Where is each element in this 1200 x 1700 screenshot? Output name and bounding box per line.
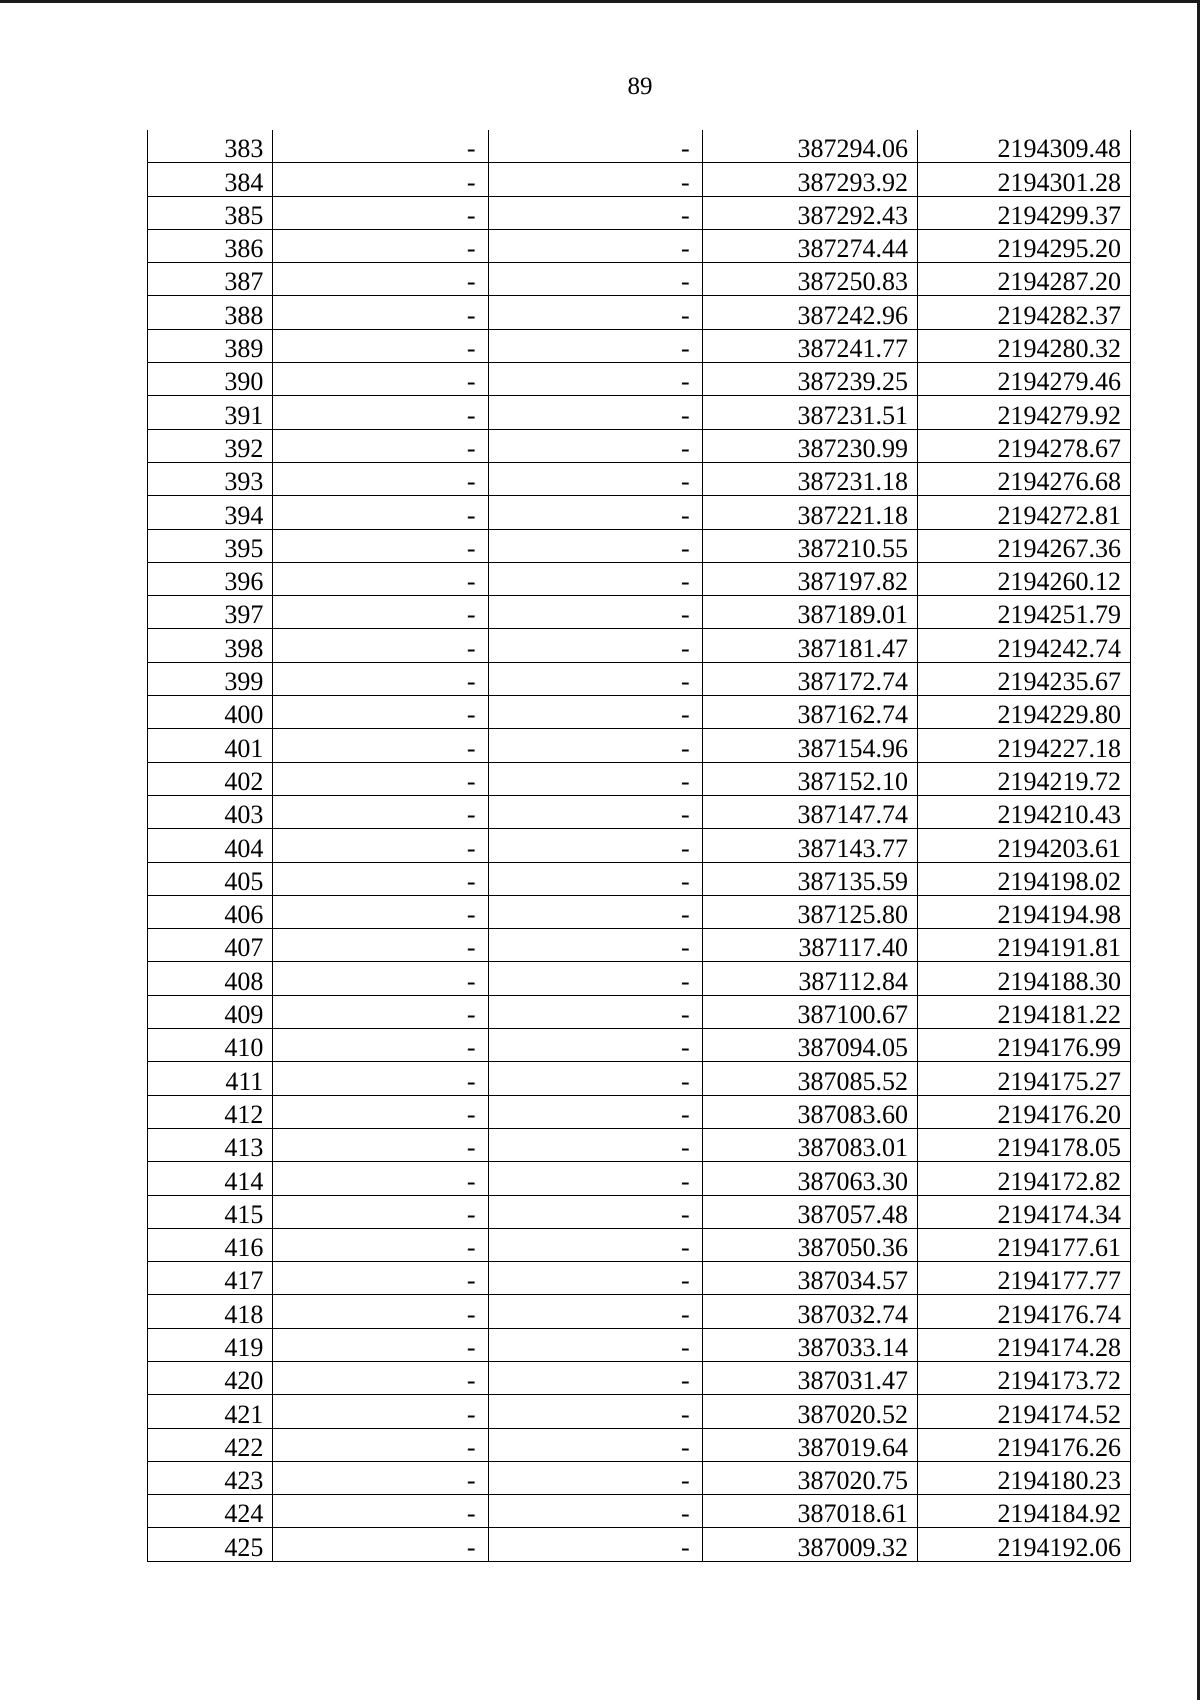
y-coordinate-cell: 2194272.81	[917, 496, 1130, 529]
col-3-cell: -	[488, 1095, 702, 1128]
col-2-cell: -	[273, 1128, 488, 1161]
col-3-cell: -	[488, 995, 702, 1028]
y-coordinate-cell: 2194176.26	[917, 1428, 1130, 1461]
y-coordinate-cell: 2194227.18	[917, 729, 1130, 762]
table-row	[148, 562, 1131, 595]
y-coordinate-cell: 2194282.37	[917, 296, 1130, 329]
table-row	[148, 929, 1131, 962]
point-number-cell: 409	[148, 995, 273, 1028]
x-coordinate-cell: 387181.47	[702, 629, 917, 662]
y-coordinate-cell: 2194192.06	[917, 1528, 1130, 1561]
col-2-cell: -	[273, 363, 488, 396]
y-coordinate-cell: 2194173.72	[917, 1361, 1130, 1394]
x-coordinate-cell: 387239.25	[702, 363, 917, 396]
col-2-cell: -	[273, 962, 488, 995]
col-3-cell: -	[488, 1495, 702, 1528]
col-2-cell: -	[273, 829, 488, 862]
col-3-cell: -	[488, 596, 702, 629]
col-3-cell: -	[488, 329, 702, 362]
y-coordinate-cell: 2194279.92	[917, 396, 1130, 429]
point-number-cell: 401	[148, 729, 273, 762]
point-number-cell: 399	[148, 662, 273, 695]
col-2-cell: -	[273, 1062, 488, 1095]
y-coordinate-cell: 2194191.81	[917, 929, 1130, 962]
point-number-cell: 410	[148, 1029, 273, 1062]
table-row	[148, 596, 1131, 629]
col-3-cell: -	[488, 1428, 702, 1461]
point-number-cell: 404	[148, 829, 273, 862]
col-3-cell: -	[488, 229, 702, 262]
y-coordinate-cell: 2194203.61	[917, 829, 1130, 862]
point-number-cell: 411	[148, 1062, 273, 1095]
col-3-cell: -	[488, 496, 702, 529]
col-2-cell: -	[273, 862, 488, 895]
x-coordinate-cell: 387162.74	[702, 696, 917, 729]
x-coordinate-cell: 387274.44	[702, 229, 917, 262]
table-row	[148, 1262, 1131, 1295]
point-number-cell: 415	[148, 1195, 273, 1228]
col-2-cell: -	[273, 229, 488, 262]
point-number-cell: 388	[148, 296, 273, 329]
table-row	[148, 396, 1131, 429]
col-3-cell: -	[488, 1461, 702, 1494]
col-2-cell: -	[273, 629, 488, 662]
table-row	[148, 263, 1131, 296]
x-coordinate-cell: 387172.74	[702, 662, 917, 695]
y-coordinate-cell: 2194301.28	[917, 163, 1130, 196]
y-coordinate-cell: 2194287.20	[917, 263, 1130, 296]
col-2-cell: -	[273, 762, 488, 795]
table-row	[148, 496, 1131, 529]
x-coordinate-cell: 387057.48	[702, 1195, 917, 1228]
table-row	[148, 829, 1131, 862]
col-2-cell: -	[273, 1361, 488, 1394]
col-3-cell: -	[488, 696, 702, 729]
table-row	[148, 1128, 1131, 1161]
col-3-cell: -	[488, 929, 702, 962]
x-coordinate-cell: 387231.51	[702, 396, 917, 429]
point-number-cell: 386	[148, 229, 273, 262]
col-2-cell: -	[273, 795, 488, 828]
point-number-cell: 390	[148, 363, 273, 396]
y-coordinate-cell: 2194177.77	[917, 1262, 1130, 1295]
col-3-cell: -	[488, 829, 702, 862]
point-number-cell: 396	[148, 562, 273, 595]
table-row	[148, 363, 1131, 396]
col-3-cell: -	[488, 1228, 702, 1261]
table-row	[148, 1095, 1131, 1128]
point-number-cell: 395	[148, 529, 273, 562]
col-3-cell: -	[488, 1062, 702, 1095]
x-coordinate-cell: 387221.18	[702, 496, 917, 529]
col-2-cell: -	[273, 1395, 488, 1428]
x-coordinate-cell: 387050.36	[702, 1228, 917, 1261]
table-row	[148, 1428, 1131, 1461]
table-row	[148, 429, 1131, 462]
col-2-cell: -	[273, 196, 488, 229]
table-row	[148, 762, 1131, 795]
y-coordinate-cell: 2194174.52	[917, 1395, 1130, 1428]
y-coordinate-cell: 2194235.67	[917, 662, 1130, 695]
col-3-cell: -	[488, 462, 702, 495]
x-coordinate-cell: 387250.83	[702, 263, 917, 296]
point-number-cell: 412	[148, 1095, 273, 1128]
y-coordinate-cell: 2194280.32	[917, 329, 1130, 362]
x-coordinate-cell: 387125.80	[702, 895, 917, 928]
y-coordinate-cell: 2194176.20	[917, 1095, 1130, 1128]
x-coordinate-cell: 387210.55	[702, 529, 917, 562]
table-row	[148, 462, 1131, 495]
col-2-cell: -	[273, 496, 488, 529]
y-coordinate-cell: 2194184.92	[917, 1495, 1130, 1528]
x-coordinate-cell: 387083.60	[702, 1095, 917, 1128]
point-number-cell: 392	[148, 429, 273, 462]
col-3-cell: -	[488, 862, 702, 895]
x-coordinate-cell: 387112.84	[702, 962, 917, 995]
point-number-cell: 406	[148, 895, 273, 928]
point-number-cell: 424	[148, 1495, 273, 1528]
x-coordinate-cell: 387292.43	[702, 196, 917, 229]
point-number-cell: 389	[148, 329, 273, 362]
table-row	[148, 1328, 1131, 1361]
col-2-cell: -	[273, 596, 488, 629]
table-row	[148, 629, 1131, 662]
col-2-cell: -	[273, 1295, 488, 1328]
table-row	[148, 1162, 1131, 1195]
x-coordinate-cell: 387241.77	[702, 329, 917, 362]
col-2-cell: -	[273, 429, 488, 462]
y-coordinate-cell: 2194177.61	[917, 1228, 1130, 1261]
col-3-cell: -	[488, 529, 702, 562]
table-row	[148, 196, 1131, 229]
point-number-cell: 394	[148, 496, 273, 529]
col-2-cell: -	[273, 529, 488, 562]
x-coordinate-cell: 387147.74	[702, 795, 917, 828]
x-coordinate-cell: 387135.59	[702, 862, 917, 895]
y-coordinate-cell: 2194172.82	[917, 1162, 1130, 1195]
col-3-cell: -	[488, 1128, 702, 1161]
col-3-cell: -	[488, 1361, 702, 1394]
x-coordinate-cell: 387063.30	[702, 1162, 917, 1195]
col-3-cell: -	[488, 130, 702, 163]
col-3-cell: -	[488, 1328, 702, 1361]
col-2-cell: -	[273, 1029, 488, 1062]
x-coordinate-cell: 387018.61	[702, 1495, 917, 1528]
point-number-cell: 417	[148, 1262, 273, 1295]
col-2-cell: -	[273, 1428, 488, 1461]
y-coordinate-cell: 2194194.98	[917, 895, 1130, 928]
col-3-cell: -	[488, 1528, 702, 1561]
col-3-cell: -	[488, 562, 702, 595]
col-2-cell: -	[273, 1328, 488, 1361]
y-coordinate-cell: 2194279.46	[917, 363, 1130, 396]
x-coordinate-cell: 387230.99	[702, 429, 917, 462]
point-number-cell: 420	[148, 1361, 273, 1394]
y-coordinate-cell: 2194299.37	[917, 196, 1130, 229]
point-number-cell: 413	[148, 1128, 273, 1161]
col-3-cell: -	[488, 895, 702, 928]
point-number-cell: 384	[148, 163, 273, 196]
table-row	[148, 1461, 1131, 1494]
col-2-cell: -	[273, 562, 488, 595]
y-coordinate-cell: 2194267.36	[917, 529, 1130, 562]
col-3-cell: -	[488, 1295, 702, 1328]
col-2-cell: -	[273, 662, 488, 695]
y-coordinate-cell: 2194295.20	[917, 229, 1130, 262]
table-row	[148, 163, 1131, 196]
col-2-cell: -	[273, 1262, 488, 1295]
col-3-cell: -	[488, 1195, 702, 1228]
table-row	[148, 795, 1131, 828]
point-number-cell: 402	[148, 762, 273, 795]
col-3-cell: -	[488, 1395, 702, 1428]
col-2-cell: -	[273, 396, 488, 429]
col-2-cell: -	[273, 729, 488, 762]
col-2-cell: -	[273, 1228, 488, 1261]
table-row	[148, 529, 1131, 562]
col-3-cell: -	[488, 296, 702, 329]
col-3-cell: -	[488, 263, 702, 296]
x-coordinate-cell: 387020.75	[702, 1461, 917, 1494]
page-border-top	[0, 0, 1200, 3]
y-coordinate-cell: 2194229.80	[917, 696, 1130, 729]
x-coordinate-cell: 387034.57	[702, 1262, 917, 1295]
y-coordinate-cell: 2194188.30	[917, 962, 1130, 995]
x-coordinate-cell: 387100.67	[702, 995, 917, 1028]
y-coordinate-cell: 2194210.43	[917, 795, 1130, 828]
y-coordinate-cell: 2194175.27	[917, 1062, 1130, 1095]
point-number-cell: 407	[148, 929, 273, 962]
col-2-cell: -	[273, 1495, 488, 1528]
table-row	[148, 1029, 1131, 1062]
table-row	[148, 329, 1131, 362]
x-coordinate-cell: 387293.92	[702, 163, 917, 196]
table-row	[148, 962, 1131, 995]
col-3-cell: -	[488, 363, 702, 396]
col-2-cell: -	[273, 1461, 488, 1494]
page-number: 89	[627, 73, 653, 100]
col-3-cell: -	[488, 795, 702, 828]
y-coordinate-cell: 2194260.12	[917, 562, 1130, 595]
table-row	[148, 729, 1131, 762]
x-coordinate-cell: 387294.06	[702, 130, 917, 163]
x-coordinate-cell: 387020.52	[702, 1395, 917, 1428]
y-coordinate-cell: 2194174.34	[917, 1195, 1130, 1228]
col-3-cell: -	[488, 762, 702, 795]
point-number-cell: 408	[148, 962, 273, 995]
table-row	[148, 1195, 1131, 1228]
point-number-cell: 391	[148, 396, 273, 429]
y-coordinate-cell: 2194174.28	[917, 1328, 1130, 1361]
y-coordinate-cell: 2194178.05	[917, 1128, 1130, 1161]
table-row	[148, 1395, 1131, 1428]
point-number-cell: 425	[148, 1528, 273, 1561]
y-coordinate-cell: 2194276.68	[917, 462, 1130, 495]
x-coordinate-cell: 387083.01	[702, 1128, 917, 1161]
x-coordinate-cell: 387085.52	[702, 1062, 917, 1095]
col-2-cell: -	[273, 1195, 488, 1228]
point-number-cell: 416	[148, 1228, 273, 1261]
col-2-cell: -	[273, 130, 488, 163]
col-2-cell: -	[273, 929, 488, 962]
col-2-cell: -	[273, 696, 488, 729]
point-number-cell: 397	[148, 596, 273, 629]
table-row	[148, 296, 1131, 329]
x-coordinate-cell: 387033.14	[702, 1328, 917, 1361]
point-number-cell: 423	[148, 1461, 273, 1494]
point-number-cell: 418	[148, 1295, 273, 1328]
x-coordinate-cell: 387197.82	[702, 562, 917, 595]
x-coordinate-cell: 387094.05	[702, 1029, 917, 1062]
point-number-cell: 385	[148, 196, 273, 229]
table-row	[148, 229, 1131, 262]
x-coordinate-cell: 387143.77	[702, 829, 917, 862]
y-coordinate-cell: 2194242.74	[917, 629, 1130, 662]
table-row	[148, 895, 1131, 928]
x-coordinate-cell: 387189.01	[702, 596, 917, 629]
y-coordinate-cell: 2194176.74	[917, 1295, 1130, 1328]
table-row	[148, 1062, 1131, 1095]
col-2-cell: -	[273, 263, 488, 296]
col-3-cell: -	[488, 396, 702, 429]
table-row	[148, 1495, 1131, 1528]
col-3-cell: -	[488, 662, 702, 695]
col-3-cell: -	[488, 962, 702, 995]
point-number-cell: 400	[148, 696, 273, 729]
point-number-cell: 421	[148, 1395, 273, 1428]
col-2-cell: -	[273, 1162, 488, 1195]
table-row	[148, 696, 1131, 729]
point-number-cell: 403	[148, 795, 273, 828]
point-number-cell: 393	[148, 462, 273, 495]
x-coordinate-cell: 387152.10	[702, 762, 917, 795]
x-coordinate-cell: 387032.74	[702, 1295, 917, 1328]
col-3-cell: -	[488, 196, 702, 229]
table-row	[148, 995, 1131, 1028]
point-number-cell: 419	[148, 1328, 273, 1361]
col-3-cell: -	[488, 1029, 702, 1062]
col-3-cell: -	[488, 629, 702, 662]
y-coordinate-cell: 2194309.48	[917, 130, 1130, 163]
col-3-cell: -	[488, 729, 702, 762]
x-coordinate-cell: 387154.96	[702, 729, 917, 762]
y-coordinate-cell: 2194219.72	[917, 762, 1130, 795]
point-number-cell: 414	[148, 1162, 273, 1195]
col-2-cell: -	[273, 995, 488, 1028]
table-row	[148, 862, 1131, 895]
table-row	[148, 1295, 1131, 1328]
col-2-cell: -	[273, 329, 488, 362]
col-2-cell: -	[273, 462, 488, 495]
col-2-cell: -	[273, 1095, 488, 1128]
x-coordinate-cell: 387019.64	[702, 1428, 917, 1461]
coordinates-table	[147, 130, 1131, 1562]
col-2-cell: -	[273, 895, 488, 928]
x-coordinate-cell: 387242.96	[702, 296, 917, 329]
point-number-cell: 387	[148, 263, 273, 296]
y-coordinate-cell: 2194198.02	[917, 862, 1130, 895]
y-coordinate-cell: 2194180.23	[917, 1461, 1130, 1494]
y-coordinate-cell: 2194251.79	[917, 596, 1130, 629]
table-row	[148, 1361, 1131, 1394]
col-3-cell: -	[488, 1262, 702, 1295]
table-row	[148, 1228, 1131, 1261]
coordinates-table-body	[148, 130, 1131, 1561]
col-3-cell: -	[488, 1162, 702, 1195]
point-number-cell: 405	[148, 862, 273, 895]
x-coordinate-cell: 387117.40	[702, 929, 917, 962]
x-coordinate-cell: 387031.47	[702, 1361, 917, 1394]
point-number-cell: 422	[148, 1428, 273, 1461]
x-coordinate-cell: 387009.32	[702, 1528, 917, 1561]
y-coordinate-cell: 2194181.22	[917, 995, 1130, 1028]
col-3-cell: -	[488, 429, 702, 462]
col-2-cell: -	[273, 163, 488, 196]
x-coordinate-cell: 387231.18	[702, 462, 917, 495]
y-coordinate-cell: 2194278.67	[917, 429, 1130, 462]
col-3-cell: -	[488, 163, 702, 196]
y-coordinate-cell: 2194176.99	[917, 1029, 1130, 1062]
table-row	[148, 130, 1131, 163]
col-2-cell: -	[273, 1528, 488, 1561]
point-number-cell: 398	[148, 629, 273, 662]
table-row	[148, 1528, 1131, 1561]
table-row	[148, 662, 1131, 695]
col-2-cell: -	[273, 296, 488, 329]
point-number-cell: 383	[148, 130, 273, 163]
